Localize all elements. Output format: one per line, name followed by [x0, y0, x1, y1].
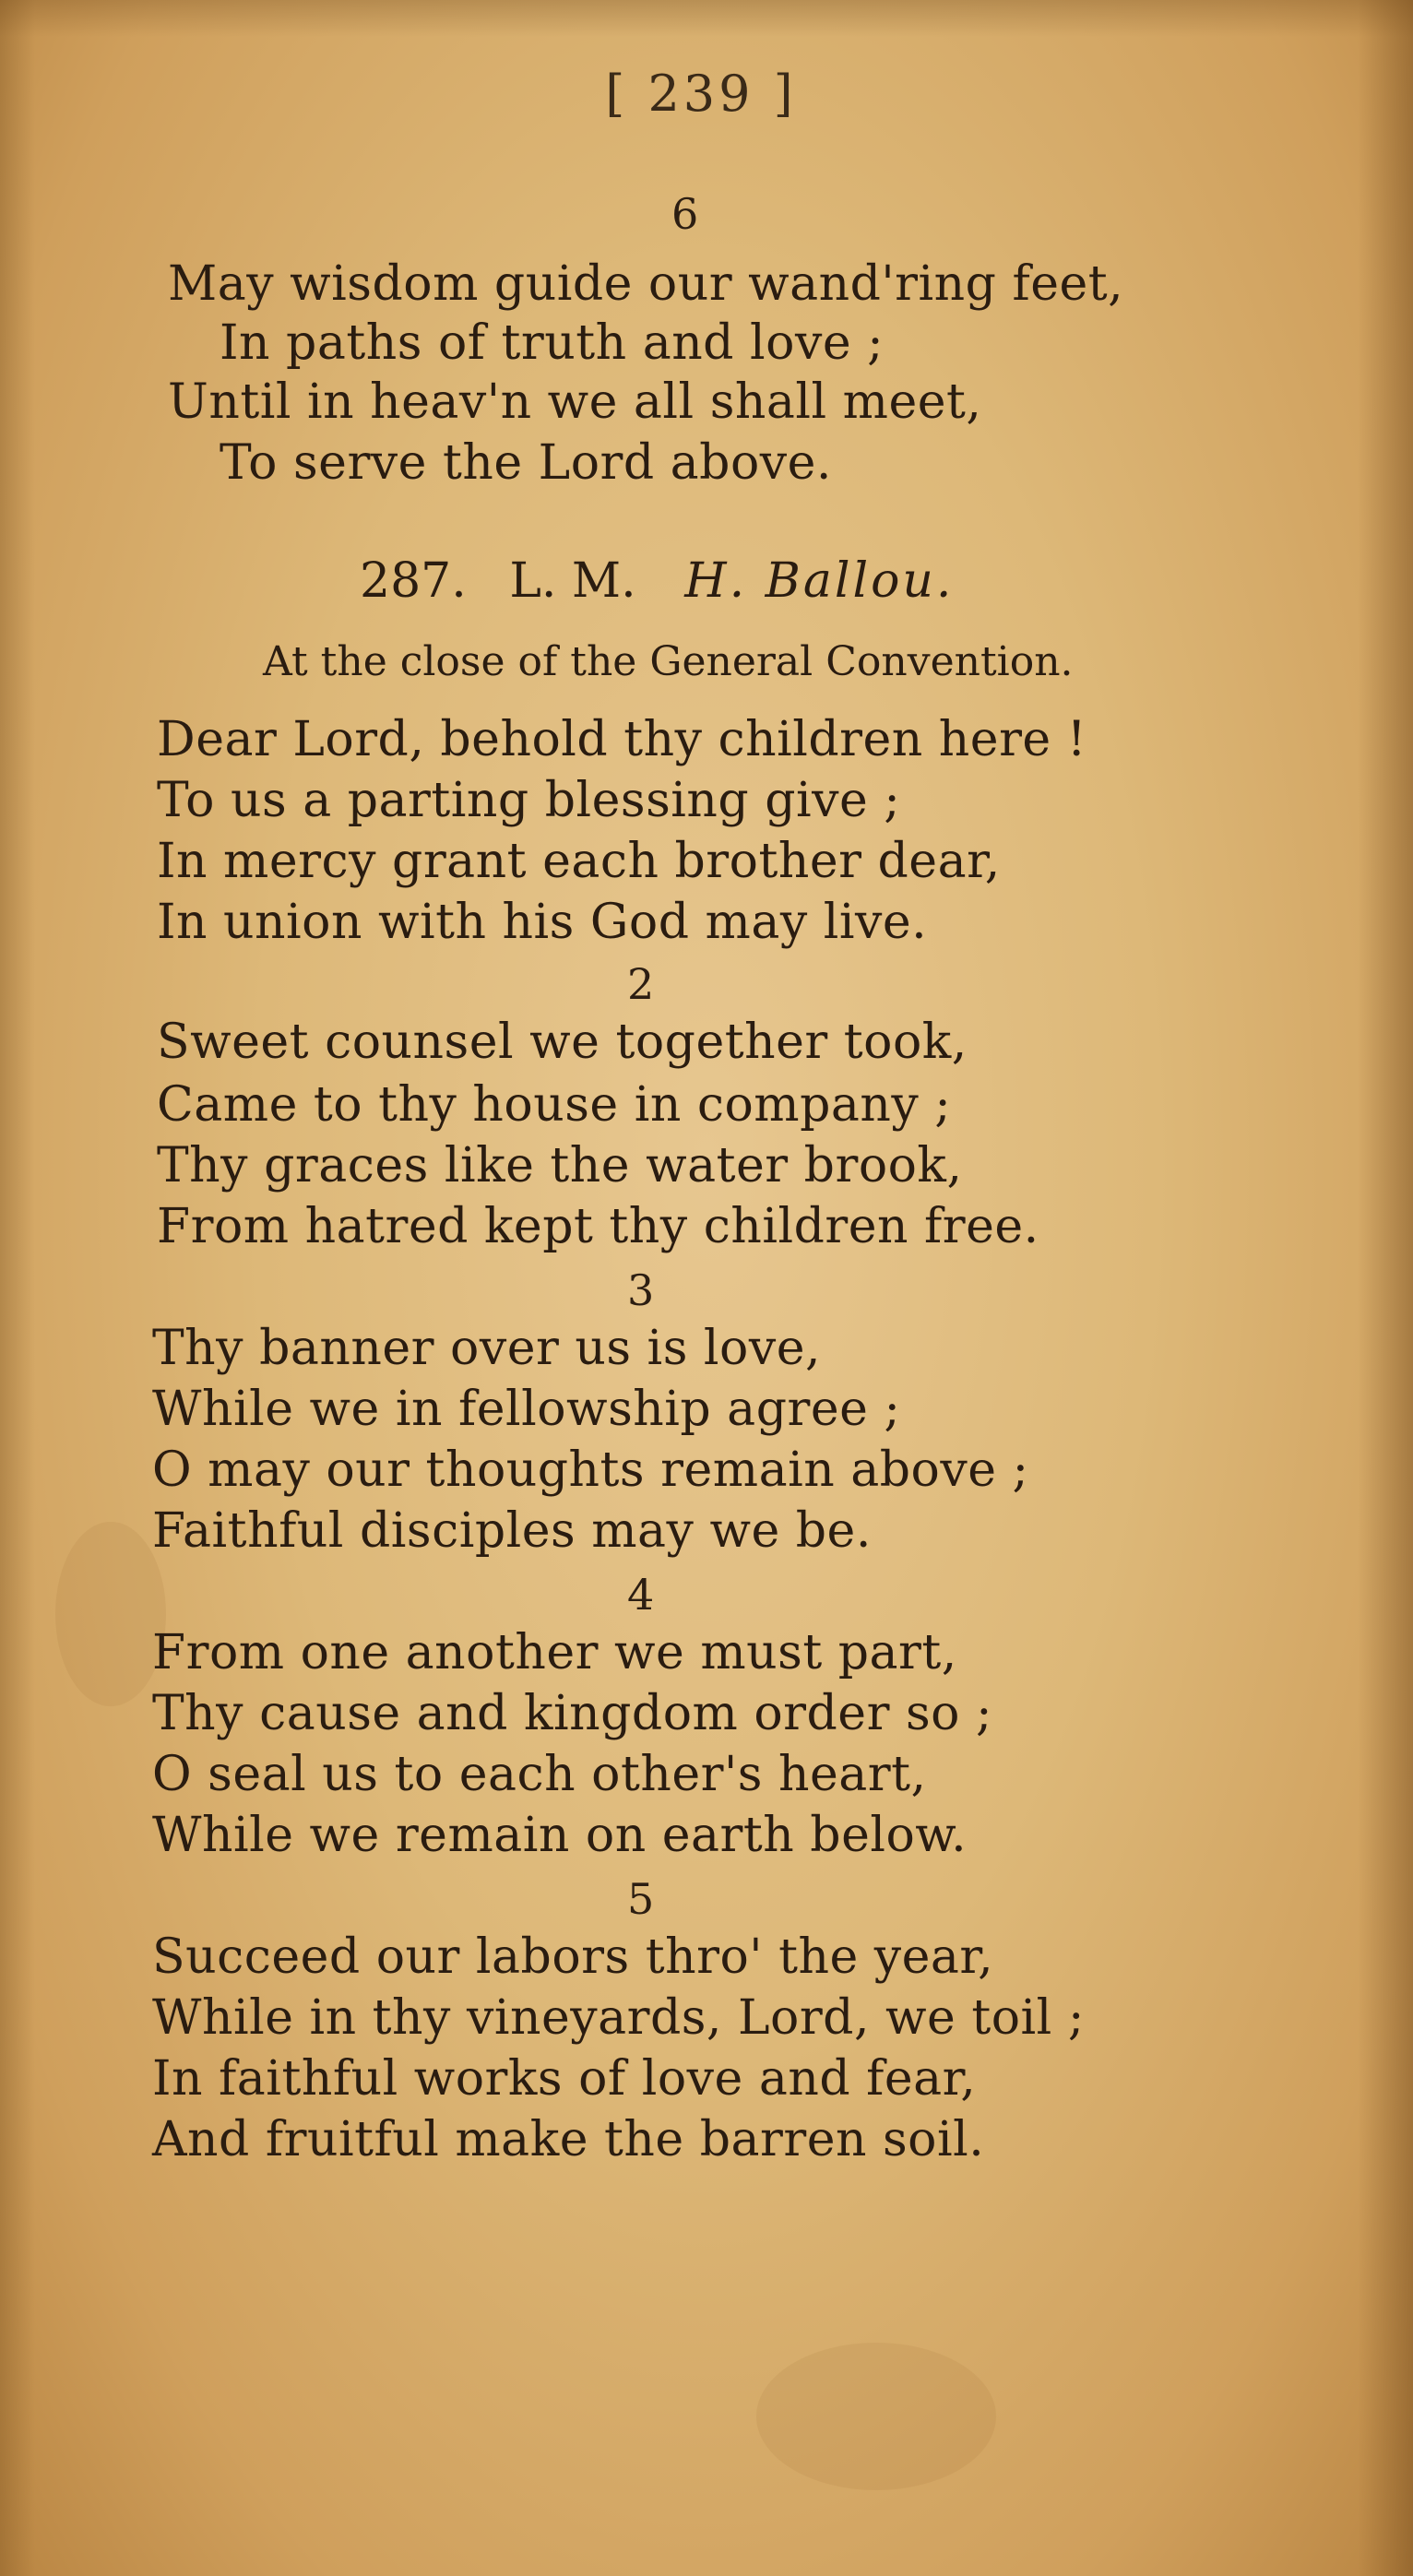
page-edge-top: [0, 0, 1413, 37]
hymn-meter: L. M.: [509, 553, 636, 609]
verse-line: And fruitful make the barren soil.: [152, 2112, 985, 2167]
verse-number: 2: [627, 959, 655, 1009]
verse-number: 3: [627, 1265, 655, 1315]
verse-line: To serve the Lord above.: [220, 435, 832, 491]
verse-number: 5: [627, 1874, 655, 1924]
verse-line: To us a parting blessing give ;: [157, 773, 901, 828]
verse-line: Came to thy house in company ;: [157, 1077, 952, 1133]
verse-line: Succeed our labors thro' the year,: [152, 1929, 994, 1985]
verse-line: Thy banner over us is love,: [152, 1321, 822, 1376]
verse-line: Sweet counsel we together took,: [157, 1015, 968, 1070]
verse-line: In union with his God may live.: [157, 895, 928, 950]
hymn-author: H. Ballou.: [684, 553, 955, 609]
verse-line: Faithful disciples may we be.: [152, 1503, 872, 1559]
page-edge-left: [0, 0, 35, 2576]
paper-stain: [756, 2343, 996, 2490]
verse-line: May wisdom guide our wand'ring feet,: [168, 256, 1124, 312]
verse-line: Until in heav'n we all shall meet,: [168, 374, 982, 430]
hymn-header: [360, 553, 1190, 609]
verse-line: While we in fellowship agree ;: [152, 1382, 901, 1437]
verse-line: In paths of truth and love ;: [220, 315, 885, 371]
verse-line: In faithful works of love and fear,: [152, 2051, 977, 2107]
verse-line: O seal us to each other's heart,: [152, 1747, 927, 1802]
verse-line: Dear Lord, behold thy children here !: [157, 712, 1087, 767]
verse-line: In mercy grant each brother dear,: [157, 834, 1001, 889]
hymn-number: 287.: [360, 553, 467, 609]
verse-line: Thy cause and kingdom order so ;: [152, 1686, 992, 1741]
paper-stain: [55, 1522, 166, 1706]
verse-line: O may our thoughts remain above ;: [152, 1442, 1029, 1498]
verse-number: 6: [671, 189, 699, 239]
verse-number: 4: [627, 1570, 655, 1620]
verse-line: From one another we must part,: [152, 1625, 957, 1680]
page-edge-right: [1358, 0, 1413, 2576]
verse-line: Thy graces like the water brook,: [157, 1138, 963, 1193]
verse-line: From hatred kept thy children free.: [157, 1199, 1039, 1254]
verse-line: While in thy vineyards, Lord, we toil ;: [152, 1990, 1085, 2046]
verse-line: While we remain on earth below.: [152, 1808, 968, 1863]
hymn-occasion: At the close of the General Convention.: [263, 638, 1074, 685]
page-number: [ 239 ]: [605, 65, 797, 123]
